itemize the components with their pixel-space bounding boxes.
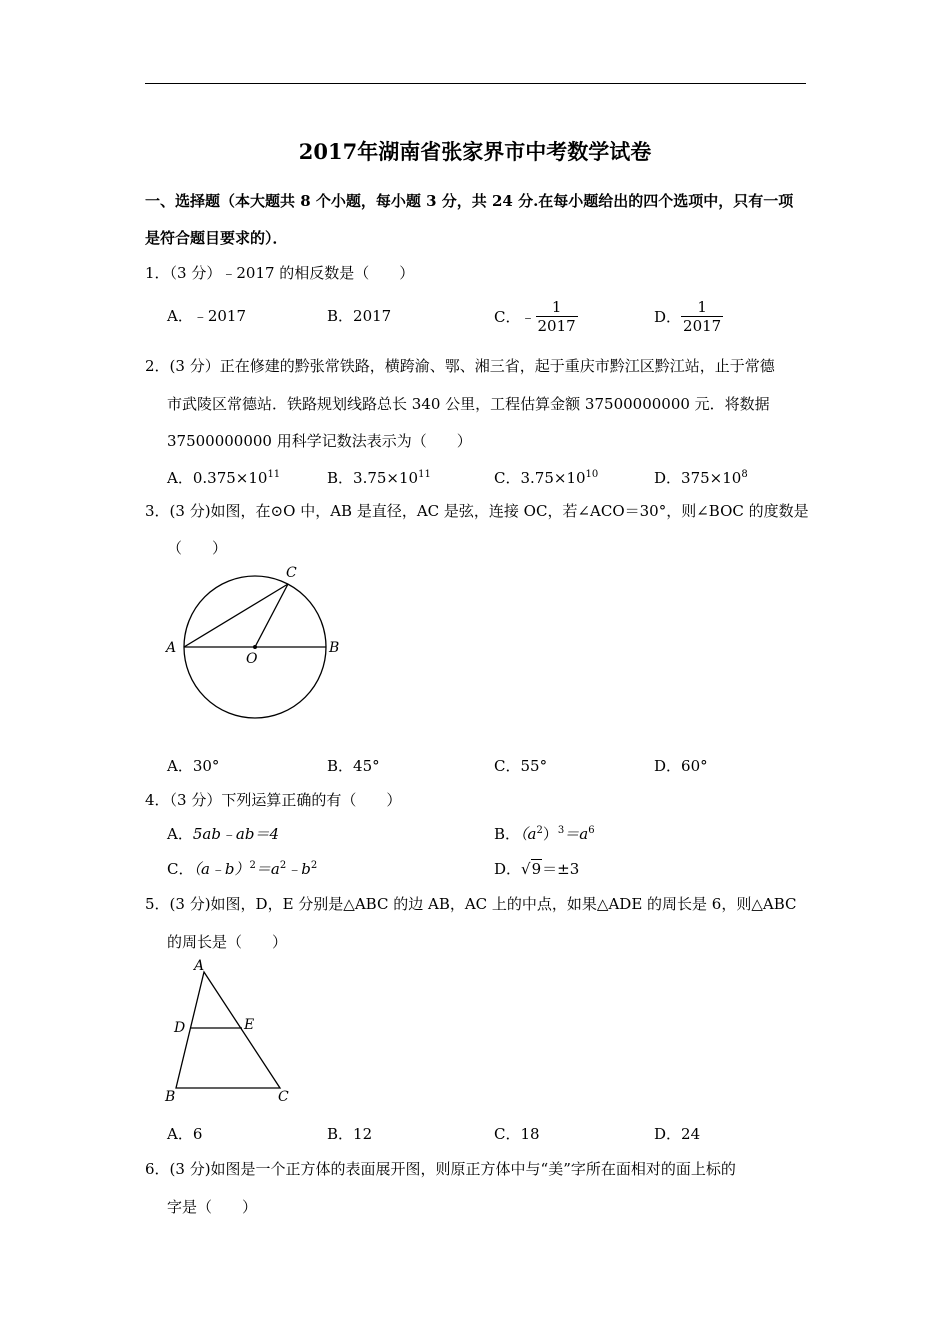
q2-option-b-base: B．3.75×10 [327,469,419,487]
page-title: 2017年湖南省张家界市中考数学试卷 [298,139,652,164]
q1-option-a: A．﹣2017 [167,307,247,325]
q2-option-a [167,467,280,488]
q4-option-b-label: B． [494,825,521,843]
q2-line2: 市武陵区常德站．铁路规划线路总长 340 公里，工程估算金额 37500000000 元．将数据 [167,395,770,413]
q1-option-d-numerator: 1 [681,298,723,317]
label-e: E [244,1017,255,1033]
q1-option-d [654,298,723,335]
q3-circle-figure [160,562,350,727]
label-b: B [329,640,340,656]
q3-option-b: B．45° [327,757,380,775]
q2-option-b [327,467,431,488]
q4-option-b-eq: ＝a [564,825,589,843]
q4-option-b [494,823,595,844]
q2-option-d-base: D．375×10 [654,469,742,487]
label-c: C [286,565,297,581]
q5-triangle-figure [160,955,300,1105]
q1-option-c [494,298,578,335]
q1-option-c-label: C． [494,308,521,326]
q4-option-d-label: D． [494,860,522,878]
q4-option-d-radicand: 9 [531,860,542,878]
q2-line3: 37500000000 用科学记数法表示为（ ） [167,432,472,450]
q1-option-d-fraction [681,298,723,335]
q1-option-b: B．2017 [327,307,392,325]
q4-option-d [494,858,579,879]
label-b: B [165,1089,176,1105]
chord-ac [184,584,288,647]
q1-option-c-denominator: 2017 [537,317,576,335]
label-a: A [166,640,177,656]
q2-option-a-exponent: 11 [267,469,281,480]
q5-line2: 的周长是（ ） [167,933,288,951]
label-c: C [278,1089,289,1105]
q4-option-c-exp3: 2 [310,860,318,871]
section-heading-line2: 是符合题目要求的）． [145,229,288,247]
q4-option-c [167,858,317,879]
q1-option-c-sign: ﹣ [520,308,536,326]
q4-option-b-base: （a [520,825,537,843]
radical-sign: √ [521,860,531,878]
q6-line1: 6．(3 分)如图是一个正方体的表面展开图，则原正方体中与“美”字所在面相对的面上标的 [145,1160,736,1178]
q5-option-b: B．12 [327,1125,373,1143]
center-point [253,645,257,649]
q4-option-b-exp1: 2 [536,825,543,836]
q2-line1: 2．(3 分）正在修建的黔张常铁路，横跨渝、鄂、湘三省，起于重庆市黔江区黔江站，止于常德 [145,357,775,375]
q2-option-d-exponent: 8 [741,469,748,480]
q4-option-b-exp2: 3 [557,825,565,836]
q2-option-c-base: C．3.75×10 [494,469,586,487]
q2-option-a-base: A．0.375×10 [167,469,268,487]
q4-option-c-label: C． [167,860,194,878]
q4-option-d-eq: ＝±3 [542,860,580,878]
q1-option-c-fraction [536,298,578,335]
q4-option-a [167,823,279,844]
section-heading-line1: 一、选择题（本大题共 8 个小题，每小题 3 分，共 24 分.在每小题给出的四个选项中，只有一项 [145,192,794,210]
q4-option-d-sqrt [521,860,542,878]
label-o: O [246,651,258,667]
label-a: A [194,958,205,974]
q4-option-c-base: （a﹣b） [193,860,250,878]
q1-option-d-denominator: 2017 [683,317,722,335]
q2-option-b-exponent: 11 [418,469,431,480]
q2-option-d [654,467,748,488]
label-d: D [174,1020,186,1036]
q4-option-c-exp2: 2 [279,860,287,871]
q2-option-c-exponent: 10 [585,469,599,480]
q3-line1: 3．(3 分)如图，在⊙O 中，AB 是直径，AC 是弦，连接 OC，若∠ACO＝30°，则∠BOC 的度数是 [145,502,809,520]
q5-option-c: C．18 [494,1125,540,1143]
q1-option-d-label: D． [654,308,682,326]
q3-option-d: D．60° [654,757,708,775]
q5-option-a: A．6 [167,1125,203,1143]
q1-stem: 1．（3 分）﹣2017 的相反数是（ ） [145,264,415,282]
q4-option-b-mid: ） [542,825,558,843]
q5-line1: 5．(3 分)如图，D，E 分别是△ABC 的边 AB，AC 上的中点，如果△ADE 的周长是 6，则△ABC [145,895,797,913]
q5-option-d: D．24 [654,1125,701,1143]
q3-option-a: A．30° [167,757,220,775]
q2-option-c [494,467,598,488]
triangle-abc [176,972,280,1088]
q4-option-b-exp3: 6 [588,825,595,836]
q1-option-c-numerator: 1 [536,298,578,317]
q4-option-c-eq: ＝a [255,860,280,878]
q4-option-a-label: A． [167,825,193,843]
q4-stem: 4．（3 分）下列运算正确的有（ ） [145,791,402,809]
q4-option-a-expression: 5ab﹣ab＝4 [192,825,280,843]
q4-option-c-exp1: 2 [249,860,256,871]
q4-option-c-minus: ﹣b [286,860,311,878]
q3-option-c: C．55° [494,757,548,775]
top-rule [145,83,806,84]
q3-line2: （ ） [167,539,228,557]
q6-line2: 字是（ ） [167,1198,258,1216]
